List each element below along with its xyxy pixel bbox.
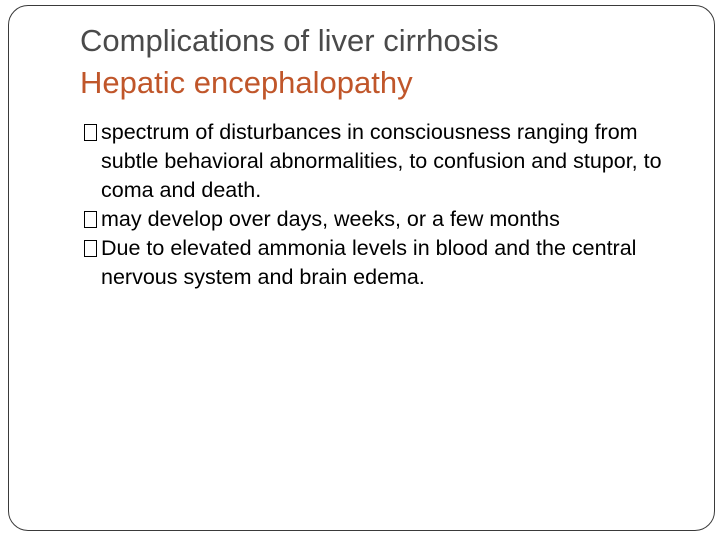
bullet-text: spectrum of disturbances in consciousness ranging from subtle behavioral abnormalities, to confusion and stupor, to coma and death. — [101, 120, 662, 202]
bullet-list — [84, 118, 684, 292]
bullet-box-icon — [84, 211, 97, 228]
title-block — [80, 20, 680, 104]
bullet-item — [84, 205, 684, 234]
bullet-text: may develop over days, weeks, or a few months — [101, 207, 560, 231]
slide-subtitle: Hepatic encephalopathy — [80, 65, 413, 100]
bullet-box-icon — [84, 124, 97, 141]
bullet-item — [84, 234, 684, 292]
bullet-box-icon — [84, 240, 97, 257]
bullet-item — [84, 118, 684, 205]
slide-title: Complications of liver cirrhosis — [80, 23, 499, 58]
bullet-text: Due to elevated ammonia levels in blood and the central nervous system and brain edema. — [101, 236, 637, 289]
